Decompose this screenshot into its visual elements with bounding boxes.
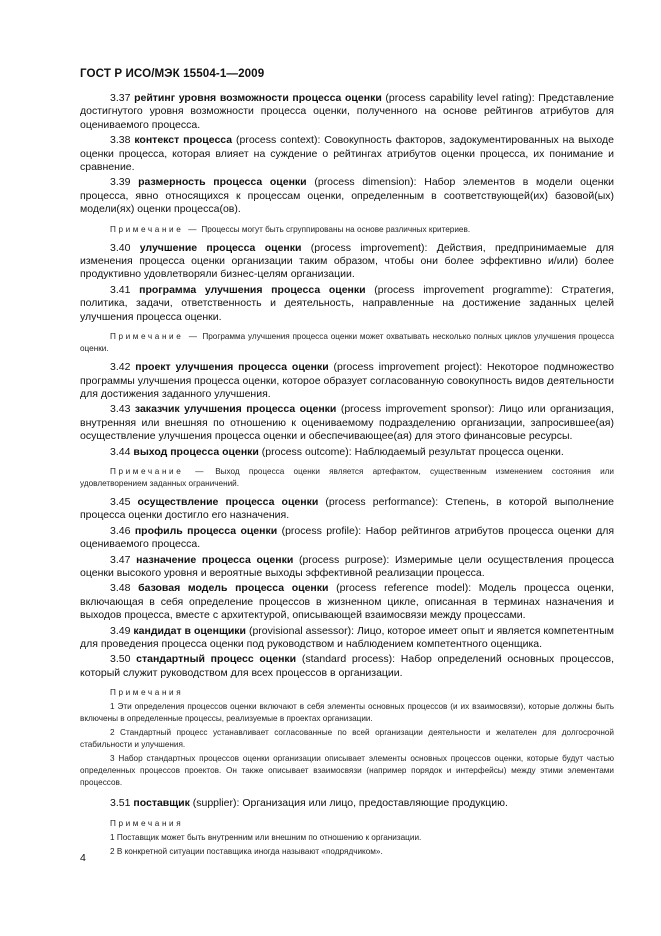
term-note: Примечание — Выход процесса оценки является артефактом, существенным изменением состояния или удовлетворением заданных ограничений. [80,466,614,488]
term-entry: 3.41 программа улучшения процесса оценки (process improvement programme): Стратегия, политика, задачи, ответственность и деятельность, направленные на достижение заданных целей улучшения процесса оценки. [80,283,615,323]
term-entry: 3.45 осуществление процесса оценки (process performance): Степень, в которой выполнение процесса оценки достигло его назначения. [80,495,615,522]
term-name: контекст процесса [134,134,233,147]
term-name: размерность процесса оценки [138,176,307,189]
term-entry: 3.43 заказчик улучшения процесса оценки (process improvement sponsor): Лицо или организация, внутренняя или внешняя по отношению к оцениваемому подразделению организации, запросившее(ая) осуществление улучшения процесса оценки и обеспечивающее(ая) для этого финансовые ресурсы. [80,403,615,443]
note-item: 3 Набор стандартных процессов оценки организации описывает элементы основных процессов оценки, которые будут частью определенных процессов проектов. Он также описывает взаимосвязи (например порядок и интерфейсы) между этими элементами процессов. [80,754,614,788]
term-name: рейтинг уровня возможности процесса оценки [134,92,382,104]
document-header: ГОСТ Р ИСО/МЭК 15504-1—2009 [80,67,265,80]
term-note: Примечание — Процессы могут быть сгруппированы на основе различных критериев. [110,224,471,234]
term-name: проект улучшения процесса оценки [135,361,329,374]
term-name: стандартный процесс оценки [136,653,297,666]
term-name: выход процесса оценки [133,445,259,458]
document-body [80,92,614,858]
term-entry: 3.37 рейтинг уровня возможности процесса оценки (process capability level rating): Представление достигнутого уровня возможности процесса оценки, полученного на основе рейтингов атрибутов для оцениваемого процесса. [80,92,614,131]
note-item: 1 Поставщик может быть внутренним или внешним по отношению к организации. [110,832,422,842]
term-entry: 3.38 контекст процесса (process context): Совокупность факторов, задокументированных на выходе оценки процесса, которая влияет на суждение о рейтингах атрибутов оценки процесса, их понимание и сравнение. [80,134,614,174]
term-name: профиль процесса оценки [134,524,278,537]
term-entry: 3.44 выход процесса оценки (process outcome): Наблюдаемый результат процесса оценки. [110,445,564,458]
term-name: улучшение процесса оценки [139,241,302,254]
term-name: кандидат в оценщики [133,624,247,637]
term-entry: 3.39 размерность процесса оценки (process dimension): Набор элементов в модели оценки процесса, явно относящихся к процессам оценки, определенным в соответствующей(их) базовой(ых) модели(ях) оценки процесса(ов). [80,176,615,216]
term-entry: 3.42 проект улучшения процесса оценки (process improvement project): Некоторое подмножество программы улучшения процесса оценки, которое образует согласованную совокупность видов деятельности для достижения заданного улучшения. [80,361,615,400]
term-entry: 3.48 базовая модель процесса оценки (process reference model): Модель процесса оценки, включающая в себя определение процессов в жизненном цикле, описанная в терминах назначения и выходов процесса, вместе с архитектурой, описывающей взаимосвязи между процессами. [80,582,614,622]
term-name: заказчик улучшения процесса оценки [134,403,337,416]
term-entry: 3.46 профиль процесса оценки (process profile): Набор рейтингов атрибутов процесса оценки для оцениваемого процесса. [80,524,615,551]
term-entry: 3.49 кандидат в оценщики (provisional assessor): Лицо, которое имеет опыт и является компетентным для проведения процесса оценки под руководством и наблюдением компетентного оценщика. [80,624,614,650]
notes-heading: Примечания [110,818,184,828]
note-item: 2 В конкретной ситуации поставщика иногда называют «подрядчиком». [110,846,383,856]
term-entry: 3.50 стандартный процесс оценки (standard process): Набор определений основных процессов, который служит руководством для всех процессов в организации. [80,653,615,679]
term-name: поставщик [133,797,190,810]
term-name: осуществление процесса оценки [137,495,319,508]
note-item: 2 Стандартный процесс устанавливает согласованные по всей организации деятельности и желателен для долгосрочной стабильности и улучшения. [80,728,614,750]
term-entry: 3.47 назначение процесса оценки (process purpose): Измеримые цели осуществления процесса оценки высокого уровня и вероятные выходы эффективной реализации процесса. [80,553,615,579]
term-entry: 3.40 улучшение процесса оценки (process improvement): Действия, предпринимаемые для изменения процесса оценки организации таким образом, чтобы они более эффективно и/или) более продуктивно удовлетворяли бизнес-целям организации. [80,241,614,281]
term-name: программа улучшения процесса оценки [139,283,366,296]
term-entry: 3.51 поставщик (supplier): Организация или лицо, предоставляющие продукцию. [110,797,508,810]
notes-heading: Примечания [110,688,184,698]
page-number: 4 [80,852,86,864]
term-name: базовая модель процесса оценки [138,582,329,595]
note-item: 1 Эти определения процессов оценки включают в себя элементы основных процессов (и их взаимосвязи), которые должны быть включены в определенные процессы, реализуемые в проектах организации. [80,702,614,724]
term-note: Примечание — Программа улучшения процесса оценки может охватывать несколько полных циклов улучшения процесса оценки. [80,332,614,354]
term-name: назначение процесса оценки [136,553,294,566]
